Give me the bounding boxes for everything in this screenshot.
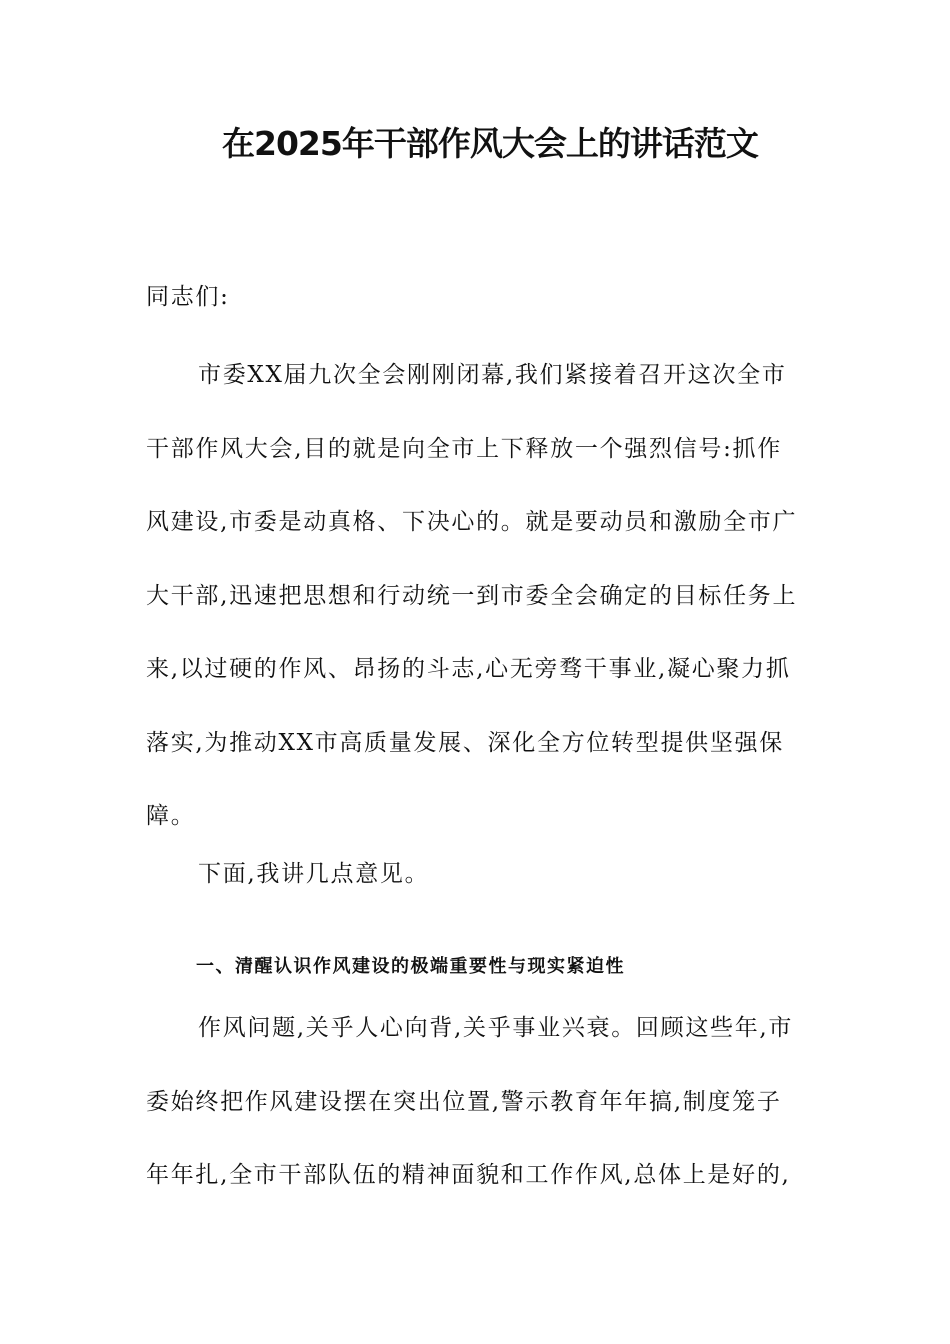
paragraph-intro-points: 下面,我讲几点意见。 xyxy=(198,861,430,887)
section-heading-1: 一、清醒认识作风建设的极端重要性与现实紧迫性 xyxy=(196,956,625,977)
paragraph-opening: 市委XX届九次全会刚刚闭幕,我们紧接着召开这次全市干部作风大会,目的就是向全市上下释放一个强烈信号:抓作风建设,市委是动真格、下决心的。就是要动员和激励全市广大干部,迅速把思想和行动统一到市委全会确定的目标任务上来,以过硬的作风、昂扬的斗志,心无旁骛干事业,凝心聚力抓落实,为推动XX市高质量发展、深化全方位转型提供坚强保障。 xyxy=(146,362,798,829)
paragraph-section-1: 作风问题,关乎人心向背,关乎事业兴衰。回顾这些年,市委始终把作风建设摆在突出位置,警示教育年年搞,制度笼子年年扎,全市干部队伍的精神面貌和工作作风,总体上是好的, xyxy=(146,1015,794,1188)
document-title: 在2025年干部作风大会上的讲话范文 xyxy=(222,124,758,163)
greeting: 同志们: xyxy=(146,284,230,310)
